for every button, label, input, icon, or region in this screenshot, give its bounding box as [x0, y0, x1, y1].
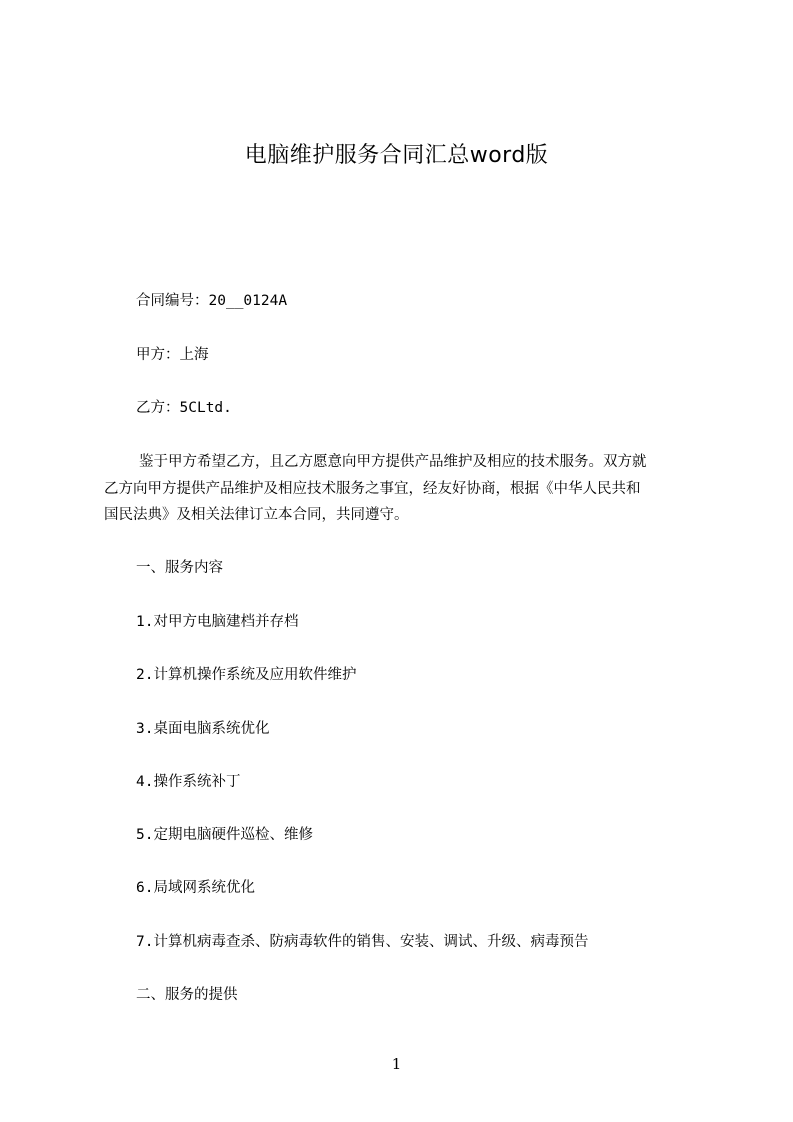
- service-item-3: 3.桌面电脑系统优化: [136, 721, 270, 737]
- service-item-2: 2.计算机操作系统及应用软件维护: [136, 667, 357, 683]
- service-item-1: 1.对甲方电脑建档并存档: [136, 614, 299, 630]
- contract-number: 合同编号：20__0124A: [136, 293, 288, 309]
- intro-line-3: 国民法典》及相关法律订立本合同，共同遵守。: [104, 507, 409, 523]
- intro-line-2: 乙方向甲方提供产品维护及相应技术服务之事宜，经友好协商，根据《中华人民共和: [104, 480, 641, 497]
- service-item-7: 7.计算机病毒查杀、防病毒软件的销售、安装、调试、升级、病毒预告: [136, 934, 589, 950]
- party-a: 甲方：上海: [136, 347, 209, 363]
- intro-line-1: 鉴于甲方希望乙方，且乙方愿意向甲方提供产品维护及相应的技术服务。双方就: [139, 454, 647, 470]
- service-item-4: 4.操作系统补丁: [136, 774, 241, 790]
- section-2-heading: 二、服务的提供: [136, 987, 238, 1003]
- document-title: 电脑维护服务合同汇总word版: [244, 143, 549, 168]
- party-b: 乙方：5CLtd.: [136, 400, 232, 416]
- service-item-6: 6.局域网系统优化: [136, 880, 255, 896]
- section-1-heading: 一、服务内容: [136, 560, 223, 576]
- intro-paragraph: [104, 449, 704, 529]
- page-number: 1: [391, 1055, 402, 1073]
- service-item-5: 5.定期电脑硬件巡检、维修: [136, 827, 313, 843]
